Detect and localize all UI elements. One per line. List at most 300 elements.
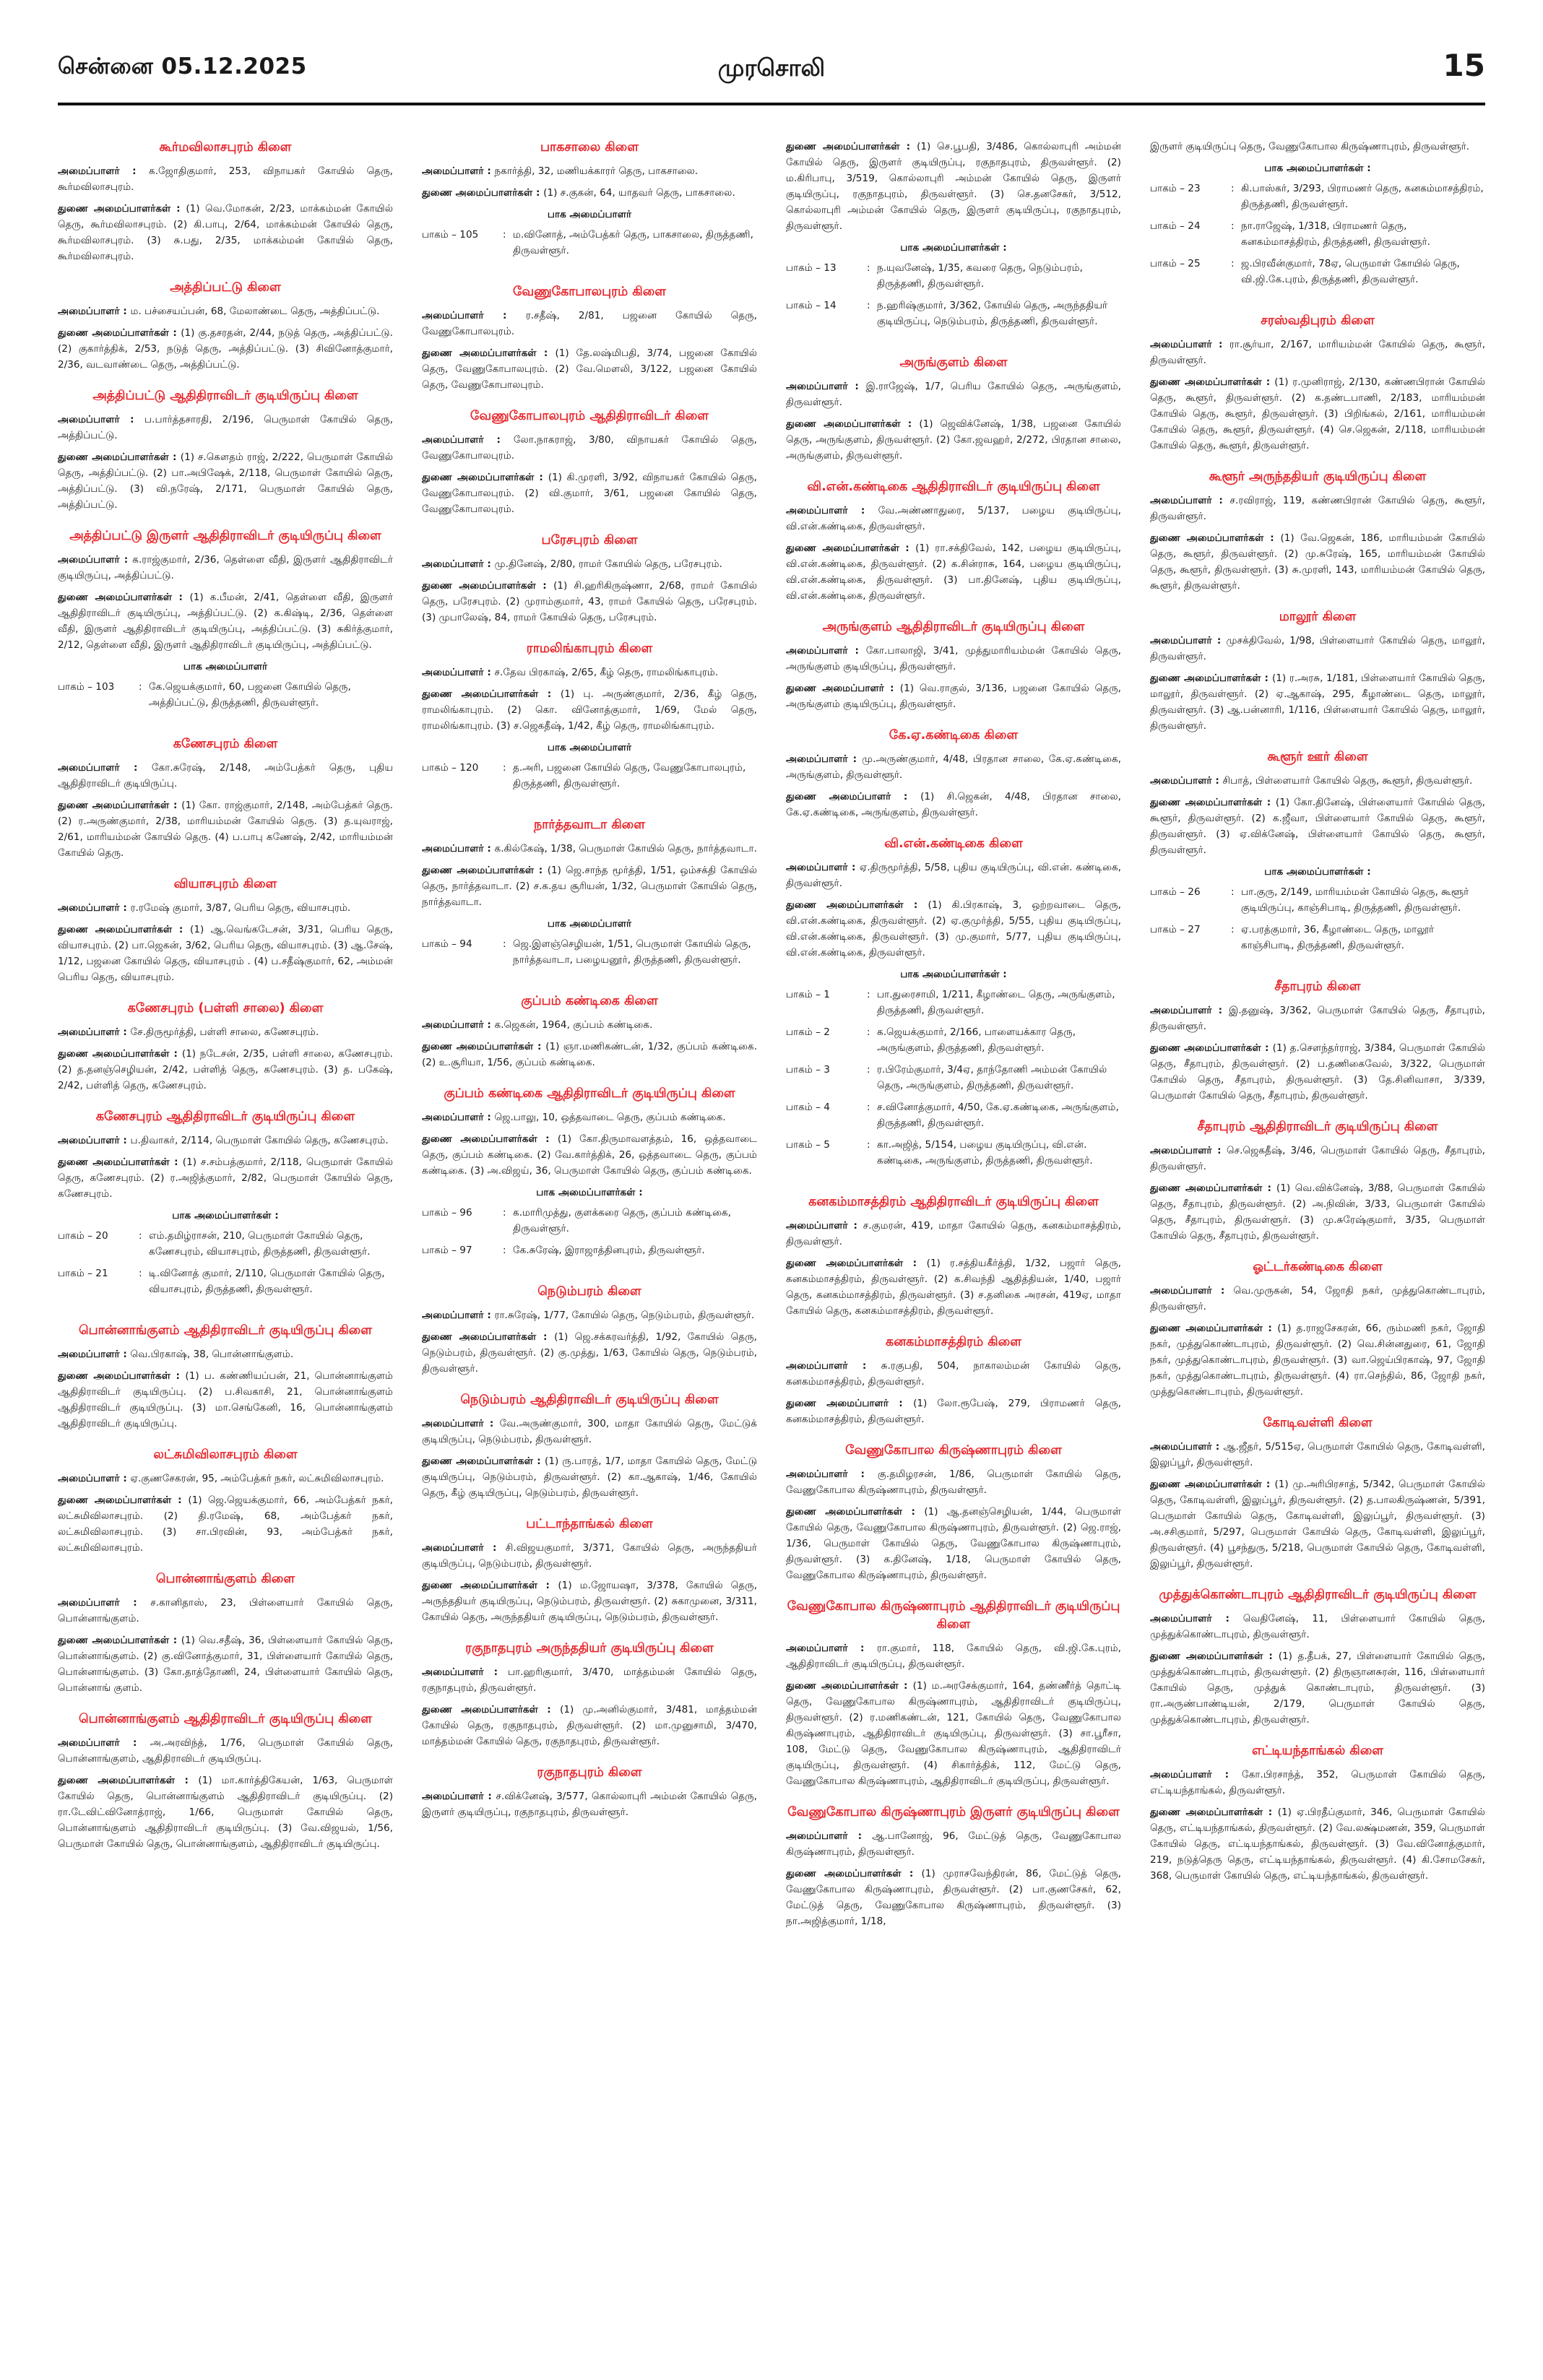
branch-heading: பொன்னாங்குளம் ஆதிதிராவிடர் குடியிருப்பு கிளை	[78, 1323, 373, 1338]
branch-section	[786, 1804, 1121, 1929]
role-separator: :	[900, 418, 920, 430]
member-details: (1) ச.கௌதம் ராஜ், 2/222, பெருமாள் கோயில் தெரு, அத்திப்பட்டு. (2) பா.அபிஷேக், 2/118, பெருமாள் கோயில் தெரு, அத்திப்பட்டு. (3) வி.நரேஷ், 2/171, பெருமாள் கோயில் தெரு, அத்திப்பட்டு.	[58, 451, 393, 511]
branch-heading: பொன்னாங்குளம் ஆதிதிராவிடர் குடியிருப்பு கிளை	[78, 1712, 373, 1726]
member-details: கோ.சுரேஷ், 2/148, அம்பேத்கர் தெரு, புதிய ஆதிதிராவிடர் குடியிருப்பு.	[58, 762, 393, 789]
member-details: ச.குமரன், 419, மாதா கோயில் தெரு, கனகம்மாசத்திரம், திருவள்ளூர்.	[786, 1220, 1121, 1247]
role-separator: :	[1263, 1806, 1278, 1818]
role-label: துணை அமைப்பாளர்கள்	[422, 580, 536, 592]
role-label: அமைப்பாளர்	[58, 1026, 120, 1038]
role-separator: :	[537, 1133, 558, 1145]
member-entry	[1150, 1804, 1485, 1884]
role-label: அமைப்பாளர்	[1150, 1145, 1212, 1156]
role-label: அமைப்பாளர்	[422, 1112, 484, 1123]
role-separator: :	[169, 800, 182, 811]
member-entry	[1150, 337, 1485, 368]
role-separator: :	[175, 1775, 199, 1786]
branch-section	[786, 354, 1121, 464]
role-separator: :	[483, 1112, 495, 1123]
member-entry	[1150, 1040, 1485, 1104]
booth-details: பா.குரு, 2/149, மாரியம்மன் கோயில் தெரு, கூளூர் குடியிருப்பு, காஞ்சிபாடி, திருத்தணி, திருவள்ளூர்.	[1241, 886, 1469, 914]
role-separator: :	[170, 1370, 186, 1382]
role-label: அமைப்பாளர்	[422, 165, 484, 177]
role-label: அமைப்பாளர்	[1150, 1005, 1212, 1016]
branch-heading: எட்டியந்தாங்கல் கிளை	[1251, 1744, 1384, 1758]
branch-heading: மாலூர் கிளை	[1279, 610, 1357, 624]
dateline: சென்னை 05.12.2025	[58, 53, 307, 79]
member-details: (1) ச.சம்பத்குமார், 2/118, பெருமாள் கோயில் தெரு, கணேசபுரம். (2) ர.அஜித்குமார், 2/82, பெருமாள் கோயில் தெரு, கணேசபுரம்.	[58, 1156, 393, 1200]
branch-heading: கனகம்மாசத்திரம் ஆதிதிராவிடர் குடியிருப்பு கிளை	[808, 1195, 1099, 1209]
role-separator: :	[847, 753, 863, 765]
role-label: அமைப்பாளர்	[786, 1220, 848, 1232]
member-entry	[1150, 493, 1485, 524]
role-separator: :	[899, 141, 917, 152]
role-separator: :	[119, 554, 133, 566]
booth-row	[422, 936, 757, 968]
role-separator: :	[1261, 376, 1275, 388]
member-details: (1) கு.தசரதன், 2/44, நடுத் தெரு, அத்திப்பட்டு. (2) குகார்த்திக், 2/53, நடுத் தெரு, அத்திப்பட்டு. (3) சிவினோத்குமார், 2/36, வடவாண்டை தெரு, அத்திப்பட்டு.	[58, 327, 393, 371]
role-label: துணை அமைப்பாளர்கள்	[786, 1506, 902, 1518]
branch-section	[58, 139, 393, 264]
role-label: துணை அமைப்பாளர்கள்	[1150, 532, 1264, 544]
role-label: அமைப்பாளர்	[422, 1542, 484, 1554]
branch-section	[1150, 468, 1485, 594]
booth-number: பாகம் – 23	[1150, 183, 1201, 194]
role-label: அமைப்பாளர்	[1150, 1613, 1212, 1624]
branch-heading: வி.என்.கண்டிகை ஆதிதிராவிடர் குடியிருப்பு கிளை	[807, 480, 1100, 494]
role-separator: :	[1263, 1650, 1279, 1662]
member-details: ஆ.பானோஜ், 96, மேட்டுத் தெரு, வேணுகோபால கிருஷ்ணாபுரம், திருவள்ளூர்.	[786, 1830, 1121, 1858]
booth-separator: :	[139, 681, 142, 693]
branch-section	[422, 816, 757, 968]
booth-separator: :	[503, 762, 506, 774]
booth-row	[1150, 218, 1485, 250]
member-entry	[422, 1416, 757, 1448]
role-label: அமைப்பாளர்	[422, 558, 484, 570]
role-separator: :	[483, 310, 526, 321]
role-label: துணை அமைப்பாளர்கள்	[786, 542, 899, 554]
branch-heading: அருங்குளம் ஆதிதிராவிடர் குடியிருப்பு கிளை	[822, 620, 1085, 634]
booth-number: பாகம் – 27	[1150, 924, 1201, 935]
role-label: துணை அமைப்பாளர்கள்	[422, 1041, 534, 1052]
role-separator: :	[170, 203, 186, 215]
member-details: (1) ஞா.மணிகண்டன், 1/32, குப்பம் கண்டிகை. (2) உ.சூரியா, 1/56, குப்பம் கண்டிகை.	[422, 1041, 757, 1068]
role-label: அமைப்பாளர்	[58, 1597, 120, 1609]
branch-heading: நார்த்தவாடா கிளை	[533, 818, 646, 832]
role-label: துணை அமைப்பாளர்கள்	[1150, 1806, 1263, 1818]
member-entry	[422, 1307, 757, 1323]
branch-section	[786, 1333, 1121, 1427]
booth-separator: :	[867, 1064, 870, 1076]
booth-details: ர.பிரேம்குமார், 3/4ஏ, தாந்தோணி அம்மன் கோயில் தெரு, அருங்குளம், திருத்தணி, திருவள்ளூர்.	[877, 1064, 1107, 1091]
member-entry	[786, 789, 1121, 821]
member-details: (1) ப. கண்ணியப்பன், 21, பொன்னாங்குளம் ஆதிதிராவிடர் குடியிருப்பு. (2) ப.சிவகாசி, 21, பொன்னாங்குளம் ஆதிதிராவிடர் குடியிருப்பு. (3) மா.செங்கேனி, 16, பொன்னாங்குளம் ஆதிதிராவிடர் குடியிருப்பு.	[58, 1370, 393, 1429]
branch-heading: அத்திப்பட்டு இருளர் ஆதிதிராவிடர் குடியிருப்பு கிளை	[69, 529, 381, 543]
member-details: சிபாத், பிள்ளையார் கோயில் தெரு, கூளூர், திருவள்ளூர்.	[1222, 775, 1473, 787]
branch-heading: வேணுகோபால கிருஷ்ணாபுரம் இருளர் குடியிருப்பு கிளை	[787, 1805, 1120, 1819]
booth-number: பாகம் – 97	[422, 1245, 472, 1256]
booth-separator: :	[867, 1139, 870, 1151]
role-label: அமைப்பாளர்	[786, 1643, 848, 1654]
member-entry	[422, 1578, 757, 1625]
role-separator: :	[483, 558, 495, 570]
role-separator: :	[119, 165, 150, 177]
role-label: அமைப்பாளர்	[422, 1019, 484, 1031]
role-label: அமைப்பாளர்	[1150, 1441, 1212, 1453]
member-entry	[1150, 139, 1485, 155]
booth-separator: :	[503, 938, 506, 950]
booth-row	[786, 1024, 1121, 1056]
role-label: துணை அமைப்பாளர்கள்	[786, 899, 904, 911]
role-label: அமைப்பாளர்	[422, 843, 484, 854]
member-details: (1) ஜெ.சக்கரவர்த்தி, 1/92, கோயில் தெரு, நெடும்பரம், திருவள்ளூர். (2) கு.முத்து, 1/63, கோயில் தெரு, நெடும்பரம், திருவள்ளூர்.	[422, 1331, 757, 1375]
role-separator: :	[483, 165, 495, 177]
branch-heading: சீதாபுரம் ஆதிதிராவிடர் குடியிருப்பு கிளை	[1197, 1120, 1438, 1134]
role-separator: :	[899, 542, 916, 554]
branch-heading: பாகசாலை கிளை	[540, 140, 639, 155]
booth-number: பாகம் – 24	[1150, 220, 1201, 232]
booth-number: பாகம் – 4	[786, 1102, 830, 1113]
branch-section	[786, 139, 1121, 329]
role-separator: :	[172, 592, 190, 603]
branch-section	[786, 1442, 1121, 1583]
member-details: (1) சி.ஹரிகிருஷ்ணா, 2/68, ராமர் கோயில் தெரு, பரேசபுரம். (2) முராம்குமார், 43, ராமர் கோயில் தெரு, பரேசபுரம். (3) முபாலேஷ், 84, ராமர் கோயில் தெரு, பரேசபுரம்.	[422, 580, 757, 623]
booth-details: கே.ஜெயக்குமார், 60, பஜனை கோயில் தெரு, அத்திப்பட்டு, திருத்தணி, திருவள்ளூர்.	[149, 681, 351, 709]
role-separator: :	[1211, 495, 1230, 506]
role-label: துணை அமைப்பாளர்கள்	[422, 187, 533, 199]
role-separator: :	[1211, 1613, 1243, 1624]
role-label: அமைப்பாளர்	[422, 434, 484, 446]
role-separator: :	[119, 1349, 131, 1360]
member-entry	[786, 643, 1121, 675]
member-details: (1) சி.ஜெகன், 4/48, பிரதான சாலை, கே.ஏ.கண்டிகை, அருங்குளம், திருவள்ளூர்.	[786, 791, 1121, 818]
role-label: அமைப்பாளர்	[786, 862, 848, 873]
page-number: 15	[1443, 48, 1485, 83]
role-label: அமைப்பாளர்	[422, 667, 484, 678]
role-separator: :	[1262, 1182, 1276, 1194]
member-entry	[58, 900, 393, 916]
member-entry	[422, 1702, 757, 1749]
member-details: கோ.பிரசாந்த், 352, பெருமாள் கோயில் தெரு, எட்டியந்தாங்கல், திருவள்ளூர்.	[1150, 1769, 1485, 1796]
member-details: (1) தே.லஷ்மிபதி, 3/74, பஜனை கோயில் தெரு, வேணுகோபாலபுரம். (2) வே.மௌலி, 3/122, பஜனை கோயில் தெரு, வேணுகோபாலபுரம்.	[422, 347, 757, 391]
member-details: ரா.குமார், 118, கோயில் தெரு, வி.ஜி.கே.புரம், ஆதிதிராவிடர் குடியிருப்பு, திருவள்ளூர்.	[786, 1643, 1121, 1670]
member-details: ஜெ.பாலு, 10, ஒத்தவாடை தெரு, குப்பம் கண்டிகை.	[494, 1112, 726, 1123]
member-entry	[786, 680, 1121, 712]
member-entry	[422, 1540, 757, 1572]
role-separator: :	[901, 1868, 922, 1879]
role-label: துணை அமைப்பாளர்கள்	[58, 924, 173, 935]
branch-heading: கனகம்மாசத்திரம் கிளை	[886, 1335, 1021, 1349]
role-separator: :	[119, 414, 145, 425]
role-separator: :	[1211, 1285, 1234, 1297]
member-entry	[422, 841, 757, 857]
role-separator: :	[483, 1019, 495, 1031]
member-details: (1) பு. அருண்குமார், 2/36, கீழ் தெரு, ராமலிங்காபுரம். (2) கொ. வினோத்குமார், 1/69, மேல் தெரு, ராமலிங்காபுரம். (3) ச.ஜெகதீஷ், 1/42, கீழ் தெரு, ராமலிங்காபுரம்.	[422, 688, 757, 732]
booth-row	[786, 987, 1121, 1018]
member-details: ச.தேவ பிரகாஷ், 2/65, கீழ் தெரு, ராமலிங்காபுரம்.	[494, 667, 719, 678]
role-label: துணை அமைப்பாளர்கள்	[422, 472, 535, 483]
role-label: அமைப்பாளர்	[786, 1468, 848, 1480]
member-entry	[786, 1640, 1121, 1672]
member-details: (1) த.ராஜசேகரன், 66, ரும்மணி நகர், ஜோதி நகர், முத்துகொண்டாபுரம், திருவள்ளூர். (2) வெ.சின்னதுரை, 61, ஜோதி நகர், முத்துகொண்டாபுரம், திருவள்ளூர். (3) வா.ஜெய்பிரகாஷ், 97, ஜோதி நகர், முத்துகொண்டாபுரம், திருவள்ளூர். (4) ரா.செந்தில், 86, ஜோதி நகர், முத்துகொண்டாபுரம், திருவள்ளூர்.	[1150, 1323, 1485, 1398]
member-entry	[786, 1218, 1121, 1250]
member-entry	[786, 1678, 1121, 1789]
role-separator: :	[169, 1156, 183, 1168]
member-entry	[58, 922, 393, 985]
role-separator: :	[119, 1473, 131, 1484]
role-separator: :	[119, 1026, 131, 1038]
role-separator: :	[898, 1680, 913, 1692]
role-label: துணை அமைப்பாளர்கள்	[422, 1580, 537, 1591]
branch-section	[1150, 1742, 1485, 1884]
branch-section	[1150, 1118, 1485, 1244]
branch-heading: பட்டாந்தாங்கல் கிளை	[526, 1517, 653, 1531]
member-details: (1) மா.கார்த்திகேயன், 1/63, பெருமாள் கோயில் தெரு, பொன்னாங்குளம் ஆதிதிராவிடர் குடியிருப்பு. (2) ரா.டேவிட்வினோத்ராஜ், 1/66, பெருமாள் கோயில் தெரு, பொன்னாங்குளம் ஆதிதிராவிடர் குடியிருப்பு. (3) வே.விஜயல், 1/56, பெருமாள் கோயில் தெரு, பொன்னாங்குளம், ஆதிதிராவிடர் குடியிருப்பு.	[58, 1775, 393, 1850]
branch-heading: சீதாபுரம் கிளை	[1274, 979, 1361, 994]
booth-number: பாகம் – 20	[58, 1230, 108, 1242]
member-details: (1) ஏ.பிரதீப்குமார், 346, பெருமாள் கோயில் தெரு, எட்டியந்தாங்கல், திருவள்ளூர். (2) வே.லக்ஷ்மணன், 359, பெருமாள் கோயில் தெரு, எட்டியந்தாங்கல், திருவள்ளூர். (3) வே.வினோத்குமார், 219, நடுத்தெரு தெரு, எட்டியந்தாங்கல், திருவள்ளூர். (4) கி.சோமசேகர், 368, பெருமாள் கோயில் தெரு, எட்டியந்தாங்கல், திருவள்ளூர்.	[1150, 1806, 1485, 1882]
role-label: அமைப்பாளர்	[58, 1349, 120, 1360]
role-label: அமைப்பாளர்	[786, 505, 848, 516]
booth-separator: :	[867, 262, 870, 274]
member-entry	[58, 163, 393, 195]
role-label: துணை அமைப்பாளர்கள்	[422, 347, 537, 359]
role-label: அமைப்பாளர்	[58, 165, 120, 177]
role-separator: :	[168, 451, 181, 463]
booth-heading: பாக அமைப்பாளர்கள் :	[900, 242, 1007, 254]
member-entry	[58, 797, 393, 861]
member-entry	[422, 185, 757, 201]
role-label: துணை அமைப்பாளர்கள்	[1150, 1182, 1263, 1194]
role-separator: :	[483, 434, 514, 446]
member-entry	[786, 1866, 1121, 1929]
member-details: ப.பார்த்தசாரதி, 2/196, பெருமாள் கோயில் தெரு, அத்திப்பட்டு.	[58, 414, 393, 441]
member-entry	[786, 1828, 1121, 1860]
booth-separator: :	[867, 300, 870, 311]
booth-number: பாகம் – 96	[422, 1207, 472, 1219]
branch-section	[786, 478, 1121, 604]
member-entry	[58, 412, 393, 443]
member-entry	[422, 432, 757, 464]
member-details: ச.கானிதாஸ், 23, பிள்ளையார் கோயில் தெரு, பொன்னாங்குளம்.	[58, 1597, 393, 1624]
booth-number: பாகம் – 105	[422, 229, 479, 241]
booth-row	[58, 1265, 393, 1297]
member-entry	[58, 552, 393, 584]
booth-number: பாகம் – 26	[1150, 886, 1201, 898]
role-separator: :	[533, 1041, 546, 1052]
role-label: துணை அமைப்பாளர்கள்	[58, 1048, 170, 1060]
role-separator: :	[119, 306, 131, 317]
member-entry	[58, 1492, 393, 1556]
member-entry	[1150, 633, 1485, 665]
booth-details: ந.யுவனேஷ், 1/35, கவரை தெரு, நெடும்பரம், திருத்தணி, திருவள்ளூர்.	[877, 262, 1083, 290]
booth-heading: பாக அமைப்பாளர்கள் :	[1264, 163, 1371, 174]
booth-separator: :	[867, 989, 870, 1000]
booth-number: பாகம் – 3	[786, 1064, 830, 1076]
branch-section	[1150, 1586, 1485, 1728]
member-details: (1) த.சௌந்தர்ராஜ், 3/384, பெருமாள் கோயில் தெரு, சீதாபுரம், திருவள்ளூர். (2) ப.தணிகைவேல், 3/322, பெருமாள் கோயில் தெரு, சீதாபுரம், திருவள்ளூர். (3) தே.சினிவாசா, 3/339, பெருமாள் கோயில் தெரு, சீதாபுரம், திருவள்ளூர்.	[1150, 1042, 1485, 1102]
member-details: கு.தமிழரசன், 1/86, பெருமாள் கோயில் தெரு, வேணுகோபால கிருஷ்ணாபுரம், திருவள்ளூர்.	[786, 1468, 1121, 1496]
member-details: ரா.சுரேஷ், 1/77, கோயில் தெரு, நெடும்பரம், திருவள்ளூர்.	[494, 1310, 755, 1321]
member-details: செ.ஜெகதீஷ், 3/46, பெருமாள் கோயில் தெரு, சீதாபுரம், திருவள்ளூர்.	[1150, 1145, 1485, 1172]
branch-heading: முத்துக்கொண்டாபுரம் ஆதிதிராவிடர் குடியிருப்பு கிளை	[1159, 1588, 1477, 1602]
role-separator: :	[1261, 1479, 1275, 1490]
branch-heading: அத்திப்பட்டு ஆதிதிராவிடர் குடியிருப்பு கிளை	[92, 389, 358, 403]
member-entry	[1150, 1180, 1485, 1244]
member-entry	[58, 1368, 393, 1432]
member-details: ஏ.குணசேகரன், 95, அம்பேத்கர் நகர், லட்சுமிவிலாசபுரம்.	[130, 1473, 384, 1484]
role-label: துணை அமைப்பாளர்கள்	[422, 688, 539, 700]
member-details: (1) வெ.விக்னேஷ், 3/88, பெருமாள் கோயில் தெரு, சீதாபுரம், திருவள்ளூர். (2) அ.நிவின், 3/33, பெருமாள் கோயில் தெரு, சீதாபுரம், திருவள்ளூர். (3) மு.சுரேஷ்குமார், 3/35, பெருமாள் கோயில் தெரு, சீதாபுரம், திருவள்ளூர்.	[1150, 1182, 1485, 1242]
booth-heading: பாக அமைப்பாளர்கள் :	[1264, 866, 1371, 878]
role-label: துணை அமைப்பாளர்கள்	[1150, 797, 1263, 808]
role-separator: :	[883, 683, 900, 694]
member-entry	[422, 163, 757, 179]
member-entry	[422, 665, 757, 680]
member-entry	[58, 1046, 393, 1094]
member-entry	[422, 1329, 757, 1377]
role-separator: :	[1211, 775, 1223, 787]
role-separator: :	[1211, 1769, 1242, 1780]
branch-heading: வேணுகோபாலபுரம் கிளை	[512, 285, 667, 299]
branch-heading: கணேசபுரம் (பள்ளி சாலை) கிளை	[127, 1001, 324, 1016]
booth-details: த.அரி, பஜனை கோயில் தெரு, வேணுகோபாலபுரம், திருத்தணி, திருவள்ளூர்.	[513, 762, 746, 789]
member-details: (1) ஜெ.ஜெயக்குமார், 66, அம்பேத்கர் நகர், லட்சுமிவிலாசபுரம். (2) தி.ரமேஷ், 68, அம்பேத்கர் நகர், லட்சுமிவிலாசபுரம். (3) சா.பிரவின், 93, அம்பேத்கர் நகர், லட்சுமிவிலாசபுரம்.	[58, 1494, 393, 1554]
booth-row	[422, 1205, 757, 1237]
member-details: (1) மு.அரிபிரசாத், 5/342, பெருமாள் கோயில் தெரு, கோடிவள்ளி, இலுப்பூர், திருவள்ளூர். (2) த.பாலகிருஷ்ணன், 5/391, பெருமாள் கோயில் தெரு, கோடிவள்ளி, இலுப்பூர், திருவள்ளூர். (3) அ.சசிகுமார், 5/297, பெருமாள் கோயில் தெரு, கோடிவள்ளி, இலுப்பூர், திருவள்ளூர். (4) பூசந்துரு, 5/218, பெருமாள் கோயில் தெரு, கோடிவள்ளி, இலுப்பூர், திருவள்ளூர்.	[1150, 1479, 1485, 1570]
member-details: லோ.நாகராஜ், 3/80, விநாயகர் கோயில் தெரு, வேணுகோபாலபுரம்.	[422, 434, 757, 462]
role-separator: :	[119, 1135, 131, 1146]
role-label: அமைப்பாளர்	[786, 645, 848, 657]
member-entry	[58, 1773, 393, 1852]
column-4	[1150, 139, 1485, 2356]
branch-heading: பொன்னாங்குளம் கிளை	[155, 1572, 295, 1586]
booth-row	[786, 1137, 1121, 1169]
member-details: (1) த.தீபக், 27, பிள்ளையார் கோயில் தெரு, முத்துக்கொண்டாபுரம், திருவள்ளூர். (2) திருஞானசுரன், 116, பிள்ளையார் கோயில் தெரு, முத்துக் கொண்டாபுரம், திருவள்ளூர். (3) ரா.அருண்பாண்டியன், 2/179, பெருமாள் கோயில் தெரு, முத்துக்கொண்டாபுரம், திருவள்ளூர்.	[1150, 1650, 1485, 1726]
booth-row	[58, 1228, 393, 1260]
branch-section	[422, 407, 757, 517]
member-entry	[786, 1395, 1121, 1427]
role-label: அமைப்பாளர்	[1150, 635, 1212, 646]
booth-row	[1150, 181, 1485, 212]
branch-section	[58, 735, 393, 861]
booth-details: ஜெ.இளஞ்செழியன், 1/51, பெருமாள் கோயில் தெரு, நார்த்தவாடா, பழையனூர், திருத்தணி, திருவள்ளூர்.	[513, 938, 751, 966]
branch-section	[422, 1640, 757, 1749]
branch-section	[422, 139, 757, 259]
role-separator: :	[903, 1258, 927, 1269]
role-separator: :	[169, 1635, 181, 1646]
member-details: (1) கி.பிரகாஷ், 3, ஒற்றவாடை தெரு, வி.என்.கண்டிகை, திருவள்ளூர். (2) ஏ.குமுர்த்தி, 5/55, புதிய குடியிருப்பு, வி.என்.கண்டிகை, திருவள்ளூர். (3) மு.குமார், 5/77, புதிய குடியிருப்பு, வி.என்.கண்டிகை, திருவள்ளூர்.	[786, 899, 1121, 959]
booth-row	[786, 260, 1121, 292]
role-label: துணை அமைப்பாளர்கள்	[1150, 1650, 1263, 1662]
role-separator: :	[537, 1580, 558, 1591]
booth-details: ந.ஹரிஷ்குமார், 3/362, கோயில் தெரு, அருந்ததியர் குடியிருப்பு, நெடும்பரம், திருத்தணி, திருவள்ளூர்.	[877, 300, 1108, 327]
booth-details: நா.ராஜேஷ், 1/318, பிராமணர் தெரு, கனகம்மாசத்திரம், திருத்தணி, திருவள்ளூர்.	[1241, 220, 1430, 248]
role-label: துணை அமைப்பாளர்கள்	[1150, 672, 1261, 684]
branch-heading: வேணுகோபால கிருஷ்ணாபுரம் கிளை	[845, 1443, 1062, 1458]
booth-row	[1150, 256, 1485, 287]
booth-separator: :	[1231, 258, 1235, 269]
branch-heading: கணேசபுரம் ஆதிதிராவிடர் குடியிருப்பு கிளை	[95, 1109, 355, 1124]
member-details: ப.திவாகர், 2/114, பெருமாள் கோயில் தெரு, கணேசபுரம்.	[130, 1135, 389, 1146]
branch-heading: அருங்குளம் கிளை	[899, 355, 1008, 370]
member-details: (1) வெ.சதீஷ், 36, பிள்ளையார் கோயில் தெரு, பொன்னாங்குளம். (2) கு.வினோத்குமார், 31, பிள்ளையார் கோயில் தெரு, பொன்னாங்குளம். (3) கோ.தாத்தோணி, 24, பிள்ளையார் கோயில் தெரு, பொன்னாங் குளம்.	[58, 1635, 393, 1694]
booth-details: கா.அஜித், 5/154, பழைய குடியிருப்பு, வி.என். கண்டிகை, அருங்குளம், திருத்தணி, திருவள்ளூர்.	[877, 1139, 1093, 1167]
role-label: துணை அமைப்பாளர்கள்	[1150, 1323, 1263, 1334]
branch-section	[422, 640, 757, 792]
role-separator: :	[1211, 1145, 1227, 1156]
role-label: துணை அமைப்பாளர்கள்	[58, 1494, 172, 1506]
booth-separator: :	[503, 1207, 506, 1219]
member-details: (1) வெ.ராகுல், 3/136, பஜனை கோயில் தெரு, அருங்குளம் குடியிருப்பு, திருவள்ளூர்.	[786, 683, 1121, 710]
member-details: மு.அருண்குமார், 4/48, பிரதான சாலை, கே.ஏ.கண்டிகை, அருங்குளம், திருவள்ளூர்.	[786, 753, 1121, 781]
member-entry	[786, 1255, 1121, 1319]
branch-heading: அத்திப்பட்டு கிளை	[170, 280, 281, 295]
member-entry	[1150, 1003, 1485, 1034]
role-label: அமைப்பாளர்	[58, 414, 120, 425]
branch-section	[422, 283, 757, 393]
member-entry	[1150, 1320, 1485, 1400]
branch-section	[1150, 748, 1485, 953]
role-label: துணை அமைப்பாளர்கள்	[422, 1455, 533, 1467]
member-entry	[422, 1039, 757, 1070]
role-label: அமைப்பாளர்	[422, 1791, 484, 1802]
member-details: (1) கோ.திருமாவளத்தம், 16, ஒத்தவாடை தெரு, குப்பம் கண்டிகை. (2) வே.கார்த்திக், 26, ஒத்தவாடை தெரு, குப்பம் கண்டிகை. (3) அ.விஜய், 36, பெருமாள் கோயில் தெரு, குப்பம் கண்டிகை.	[422, 1133, 757, 1177]
role-label: துணை அமைப்பாளர்கள்	[58, 203, 171, 215]
member-details: (1) ஜெவிக்னேஷ், 1/38, பஜனை கோயில் தெரு, அருங்குளம், திருவள்ளூர். (2) கோ.ஜவஹர், 2/272, பிரதான சாலை, அருங்குளம், திருவள்ளூர்.	[786, 418, 1121, 462]
member-entry	[1150, 1648, 1485, 1728]
branch-heading: கோடிவள்ளி கிளை	[1263, 1416, 1373, 1430]
role-label: துணை அமைப்பாளர்கள்	[58, 1635, 170, 1646]
role-label: துணை அமைப்பாளர்கள்	[58, 1370, 171, 1382]
role-separator: :	[536, 347, 556, 359]
member-details: (1) ரா.சக்திவேல், 142, பழைய குடியிருப்பு, வி.என்.கண்டிகை, திருவள்ளூர். (2) க.சின்ராசு, 164, பழைய குடியிருப்பு, வி.என்.கண்டிகை, திருவள்ளூர். (3) பா.தினேஷ், புதிய குடியிருப்பு, வி.என்.கண்டிகை, திருவள்ளூர்.	[786, 542, 1121, 602]
member-entry	[422, 469, 757, 517]
branch-heading: குப்பம் கண்டிகை கிளை	[521, 994, 658, 1008]
branch-section	[58, 527, 393, 711]
role-separator: :	[1262, 797, 1276, 808]
member-entry	[786, 503, 1121, 535]
member-entry	[422, 1788, 757, 1820]
booth-number: பாகம் – 14	[786, 300, 837, 311]
branch-section	[786, 618, 1121, 712]
member-details: வெ.முருகன், 54, ஜோதி நகர், முத்துகொண்டாபுரம், திருவள்ளூர்.	[1150, 1285, 1485, 1312]
role-separator: :	[1262, 1323, 1278, 1334]
role-label: அமைப்பாளர்	[1150, 339, 1212, 350]
branch-section	[58, 279, 393, 373]
booth-heading: பாக அமைப்பாளர்கள் :	[536, 1187, 643, 1198]
role-separator: :	[532, 1455, 545, 1467]
booth-number: பாகம் – 103	[58, 681, 115, 693]
member-details: க.ராஜ்குமார், 2/36, தெள்ளை வீதி, இருளர் ஆதிதிராவிடர் குடியிருப்பு, அத்திப்பட்டு.	[58, 554, 393, 581]
role-label: துணை அமைப்பாளர்கள்	[786, 418, 901, 430]
branch-heading: வியாசபுரம் கிளை	[173, 877, 277, 891]
branch-section	[1150, 608, 1485, 734]
branch-section	[1150, 139, 1485, 287]
branch-section	[786, 1598, 1121, 1789]
member-entry	[422, 308, 757, 339]
branch-section	[422, 1391, 757, 1501]
branch-heading: பரேசபுரம் கிளை	[541, 533, 638, 548]
member-entry	[58, 1346, 393, 1362]
member-entry	[58, 760, 393, 792]
role-label: துணை அமைப்பாளர்கள்	[1150, 376, 1262, 388]
role-label: அமைப்பாளர்	[786, 1360, 848, 1372]
role-separator: :	[847, 1468, 878, 1480]
role-separator: :	[169, 1048, 182, 1060]
booth-separator: :	[139, 1230, 142, 1242]
role-separator: :	[119, 762, 152, 774]
booth-number: பாகம் – 5	[786, 1139, 830, 1151]
